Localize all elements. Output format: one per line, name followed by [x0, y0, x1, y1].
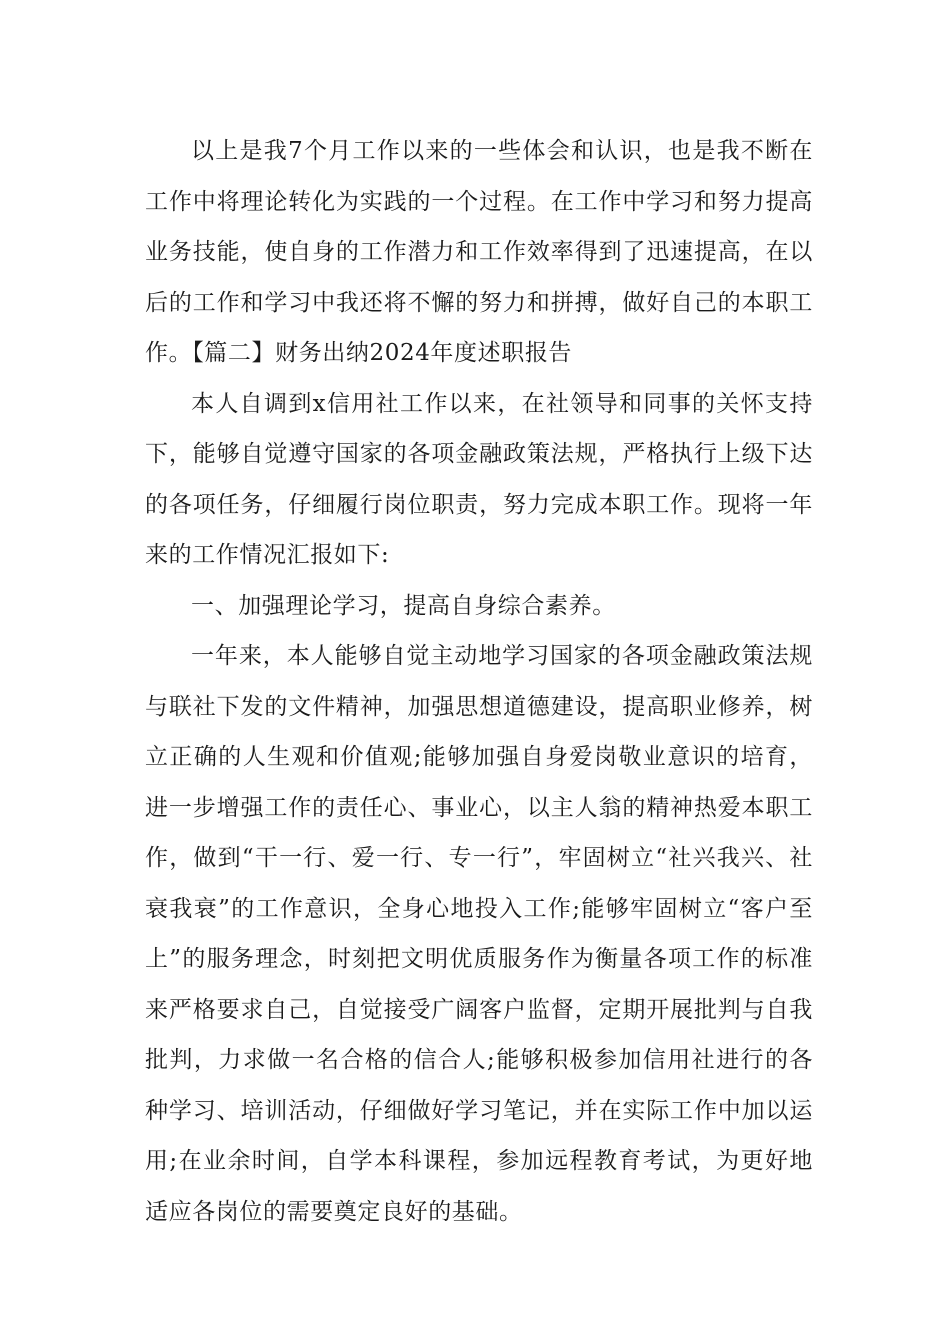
- paragraph-conclusion: 以上是我7个月工作以来的一些体会和认识，也是我不断在工作中将理论转化为实践的一个过程。在工作中学习和努力提高业务技能，使自身的工作潜力和工作效率得到了迅速提高，在以后的工作和学习中我还将不懈的努力和拼搏，做好自己的本职工作。【篇二】财务出纳2024年度述职报告: [145, 138, 813, 366]
- section-heading-theory-study: 一、加强理论学习，提高自身综合素养。: [191, 592, 616, 619]
- body-text: [145, 126, 813, 1237]
- paragraph-introduction: 本人自调到x信用社工作以来，在社领导和同事的关怀支持下，能够自觉遵守国家的各项金融政策法规，严格执行上级下达的各项任务，仔细履行岗位职责，努力完成本职工作。现将一年来的工作情况汇报如下:: [145, 390, 813, 568]
- paragraph-theory-study: 一年来，本人能够自觉主动地学习国家的各项金融政策法规与联社下发的文件精神，加强思想道德建设，提高职业修养，树立正确的人生观和价值观;能够加强自身爱岗敬业意识的培育，进一步增强工作的责任心、事业心，以主人翁的精神热爱本职工作，做到“干一行、爱一行、专一行”，牢固树立“社兴我兴、社衰我衰”的工作意识，全身心地投入工作;能够牢固树立“客户至上”的服务理念，时刻把文明优质服务作为衡量各项工作的标准来严格要求自己，自觉接受广阔客户监督，定期开展批判与自我批判，力求做一名合格的信合人;能够积极参加信用社进行的各种学习、培训活动，仔细做好学习笔记，并在实际工作中加以运用;在业余时间，自学本科课程，参加远程教育考试，为更好地适应各岗位的需要奠定良好的基础。: [145, 643, 813, 1225]
